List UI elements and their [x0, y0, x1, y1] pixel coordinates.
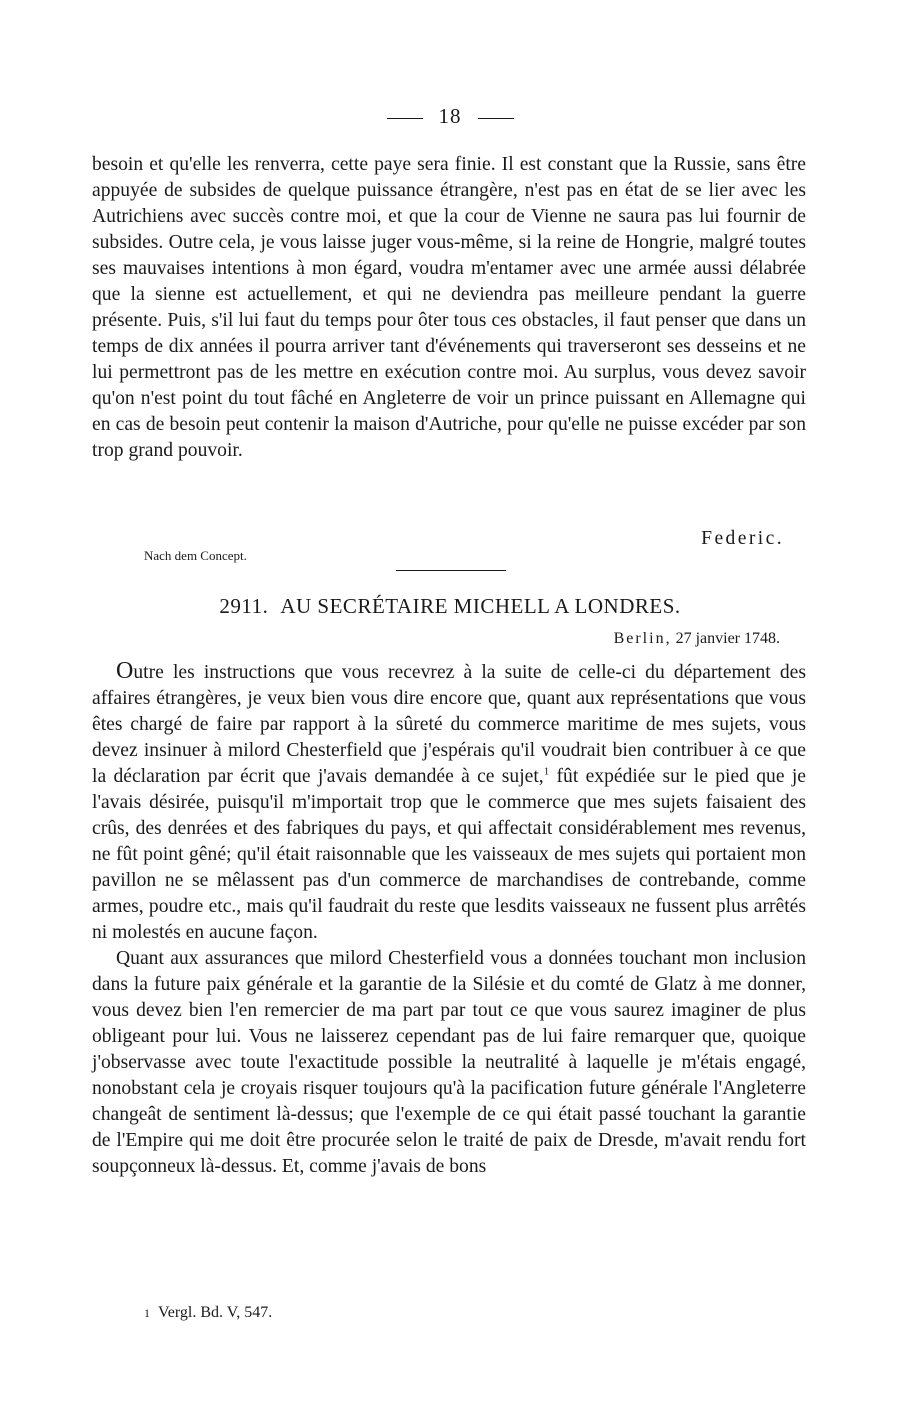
letter-1-body	[92, 152, 806, 464]
paragraph-1-text-b: fût expédiée sur le pied que je l'avais désirée, puisqu'il m'importait trop que le commerce que mes sujets faisaient des crûs, des denrées et des fabriques du pays, et qui affectait considérablement mes revenus, ne fût point gêné; qu'il était raisonnable que les vaisseaux de mes sujets qui portaient mon pavillon ne se mêlassent pas d'un commerce de marchandises de contrebande, comme armes, poudre etc., mais qu'il faudrait du reste que lesdits vaisseaux ne fussent plus arrêtés ni molestés en aucune façon.	[92, 766, 806, 943]
dateline	[614, 630, 780, 648]
source-note: Nach dem Concept.	[144, 548, 247, 563]
letter-1-paragraph: besoin et qu'elle les renverra, cette paye sera finie. Il est constant que la Russie, sans être appuyée de subsides de quelque puissance étrangère, n'est pas en état de se lier avec les Autrichiens avec succès contre moi, et que la cour de Vienne ne saura pas lui fournir de subsides. Outre cela, je vous laisse juger vous-même, si la reine de Hongrie, malgré toutes ses mauvaises intentions à mon égard, voudra m'entamer avec une armée aussi délabrée que la sienne est actuellement, et qui ne deviendra pas meilleure pendant la guerre présente. Puis, s'il lui faut du temps pour ôter tous ces obstacles, il faut penser que dans un temps de dix années il pourra arriver tant d'événements qui traverseront ses desseins et ne lui permettront pas de les mettre en exécution contre moi. Au surplus, vous devez savoir qu'on n'est point du tout fâché en Angleterre de voir un prince puissant en Allemagne qui en cas de besoin peut contenir la maison d'Autriche, pour qu'elle ne puisse excéder par son trop grand pouvoir.	[92, 154, 806, 461]
letter-2-body	[92, 658, 806, 1180]
footnote-mark: 1	[144, 1306, 150, 1320]
letter-title: AU SECRÉTAIRE MICHELL A LONDRES.	[280, 594, 681, 618]
dateline-place: Berlin,	[613, 630, 672, 647]
letter-2-paragraph-2: Quant aux assurances que milord Chesterfield vous a données touchant mon inclusion dans la future paix générale et la garantie de la Silésie et du comté de Glatz à me donner, vous devez bien l'en remercier de ma part par tout ce que vous saurez imaginer de plus obligeant pour lui. Vous ne laisserez cependant pas de lui faire remarquer que, quoique j'observasse avec toute l'exactitude possible la neutralité à laquelle je m'étais engagé, nonobstant cela je croyais risquer toujours qu'à la pacification future générale l'Angleterre changeât de sentiment là-dessus; que l'exemple de ce qui était passé touchant la garantie de l'Empire qui me doit être procurée selon le traité de paix de Dresde, m'avait rendu fort soupçonneux là-dessus. Et, comme j'avais de bons	[92, 948, 806, 1177]
header-dash-right	[478, 118, 514, 119]
footnote-text: Vergl. Bd. V, 547.	[158, 1304, 273, 1321]
letter-number: 2911.	[219, 594, 269, 618]
header-dash-left	[387, 118, 423, 119]
page-number: 18	[438, 104, 462, 128]
footnote	[144, 1304, 272, 1322]
signature: Federic.	[701, 528, 784, 549]
paragraph-1-text-a: Outre les instructions que vous recevrez à la suite de celle-ci du département des affaires étrangères, je veux bien vous dire encore que, quant aux représentations que vous êtes chargé de faire par rapport à la sûreté du commerce maritime de mes sujets, vous devez insinuer à milord Chesterfield que j'espérais qu'il voudrait bien contribuer à ce que la déclaration par écrit que j'avais demandée à ce sujet,	[92, 658, 806, 787]
section-divider	[396, 570, 506, 571]
letter-2-heading	[0, 594, 900, 619]
page-header	[0, 104, 900, 129]
dateline-date: 27 janvier 1748.	[675, 630, 780, 647]
letter-2-paragraph-1	[92, 658, 806, 946]
footnote-reference[interactable]: 1	[543, 765, 550, 778]
